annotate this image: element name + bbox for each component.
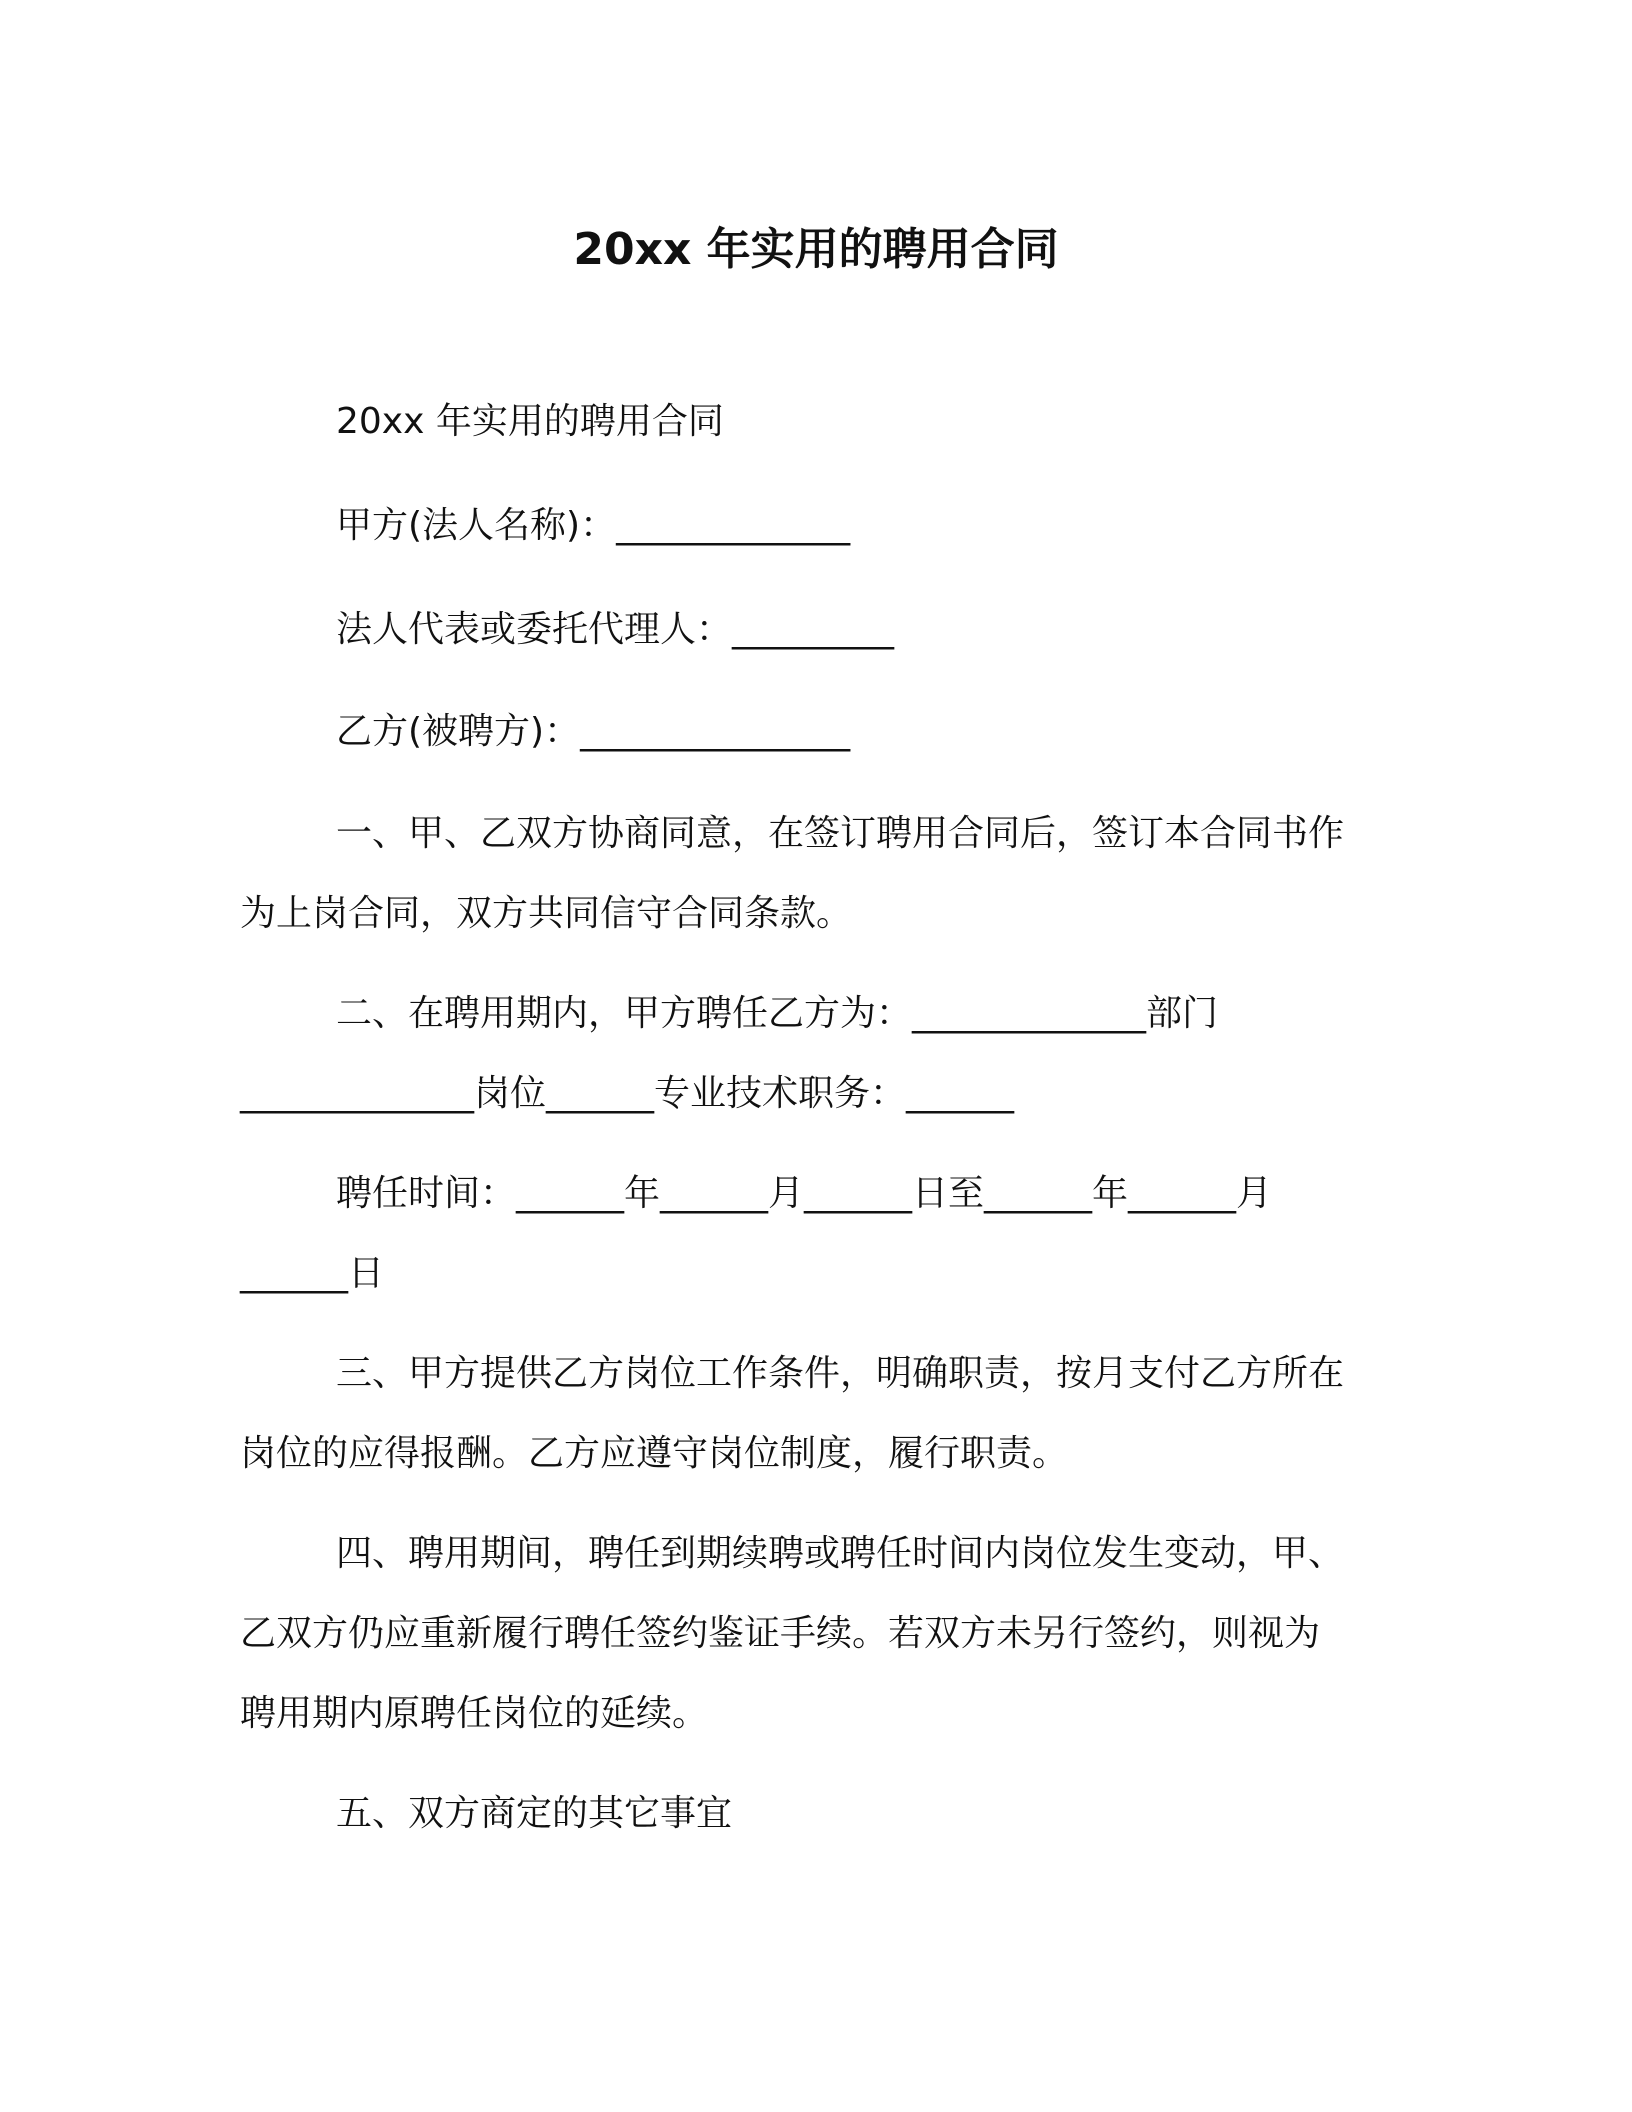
clause-1-line-2: 为上岗合同，双方共同信守合同条款。 xyxy=(240,893,853,934)
clause-1-line-1: 一、甲、乙双方协商同意，在签订聘用合同后，签订本合同书作 xyxy=(336,813,1345,854)
party-b-line: 乙方(被聘方)：_______________ xyxy=(336,711,851,752)
clause-3-line-2: 岗位的应得报酬。乙方应遵守岗位制度，履行职责。 xyxy=(240,1433,1069,1474)
party-a-line: 甲方(法人名称)：_____________ xyxy=(336,505,851,546)
clause-4-line-2: 乙双方仍应重新履行聘任签约鉴证手续。若双方未另行签约，则视为 xyxy=(240,1613,1321,1654)
clause-5-line-1: 五、双方商定的其它事宜 xyxy=(336,1793,733,1834)
subtitle-line: 20xx 年实用的聘用合同 xyxy=(336,401,724,442)
clause-4-line-1: 四、聘用期间，聘任到期续聘或聘任时间内岗位发生变动，甲、 xyxy=(336,1533,1345,1574)
clause-3-line-1: 三、甲方提供乙方岗位工作条件，明确职责，按月支付乙方所在 xyxy=(336,1353,1345,1394)
term-line-2: ______日 xyxy=(240,1253,385,1294)
legal-representative-line: 法人代表或委托代理人：_________ xyxy=(336,609,895,650)
clause-2-line-1: 二、在聘用期内，甲方聘任乙方为：_____________部门 xyxy=(336,993,1219,1034)
clause-2-line-2: _____________岗位______专业技术职务：______ xyxy=(240,1073,1015,1114)
term-line-1: 聘任时间：______年______月______日至______年______月 xyxy=(336,1173,1273,1214)
clause-4-line-3: 聘用期内原聘任岗位的延续。 xyxy=(240,1693,709,1734)
document-title: 20xx 年实用的聘用合同 xyxy=(573,224,1059,275)
